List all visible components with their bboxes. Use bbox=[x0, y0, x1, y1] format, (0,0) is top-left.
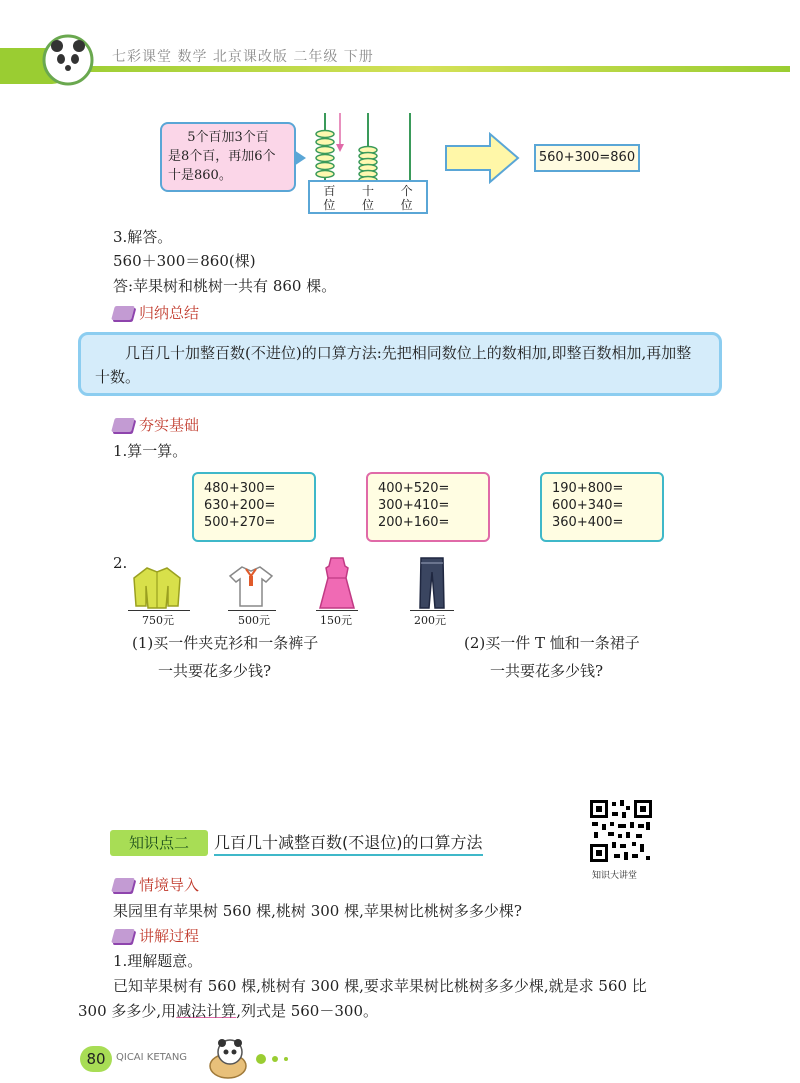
explain-heading bbox=[113, 925, 199, 946]
footer-dot bbox=[284, 1057, 288, 1061]
practice-heading bbox=[113, 414, 199, 435]
calc-item: 400+520= bbox=[378, 481, 450, 496]
book-icon bbox=[111, 929, 135, 943]
step-3-label: 3.解答。 bbox=[113, 228, 173, 246]
calc-item: 300+410= bbox=[378, 498, 450, 513]
footer-dot bbox=[272, 1056, 278, 1062]
calc-item: 190+800= bbox=[552, 481, 624, 496]
pants-icon bbox=[418, 556, 446, 610]
price-line bbox=[228, 610, 276, 611]
qr-caption: 知识大讲堂 bbox=[592, 871, 638, 881]
knowledge-point-tag: 知识点二 bbox=[110, 830, 208, 856]
book-icon bbox=[111, 306, 135, 320]
practice-heading-text: 夯实基础 bbox=[139, 416, 200, 434]
explain-line-2-c: ,列式是 560－300。 bbox=[236, 1002, 378, 1020]
book-icon bbox=[111, 878, 135, 892]
summary-box bbox=[78, 332, 722, 396]
bubble-line-3: 十是860。 bbox=[168, 168, 232, 183]
explain-line-1: 已知苹果树有 560 棵,桃树有 300 棵,要求苹果树比桃树多多少棵,就是求 560 比 bbox=[113, 977, 647, 995]
jacket-icon bbox=[132, 564, 182, 610]
result-box: 560+300=860 bbox=[534, 144, 640, 172]
price-line bbox=[316, 610, 358, 611]
footer-brand: QICAI KETANG bbox=[116, 1052, 188, 1063]
summary-heading-text: 归纳总结 bbox=[139, 304, 200, 322]
answer-text: 答:苹果树和桃树一共有 860 棵。 bbox=[113, 277, 337, 295]
calc-item: 500+270= bbox=[204, 515, 276, 530]
calc-box-3 bbox=[540, 472, 664, 542]
header-stripe bbox=[60, 66, 790, 72]
summary-text: 几百几十加整百数(不进位)的口算方法:先把相同数位上的数相加,即整百数相加,再加整十数。 bbox=[95, 344, 692, 386]
explain-line-2-a: 300 多多少,用 bbox=[78, 1002, 177, 1020]
knowledge-point-title: 几百几十减整百数(不退位)的口算方法 bbox=[214, 832, 483, 856]
explain-heading-text: 讲解过程 bbox=[139, 927, 200, 945]
book-icon bbox=[111, 418, 135, 432]
sub-question-1-line-2: 一共要花多少钱? bbox=[158, 662, 272, 680]
intro-text: 果园里有苹果树 560 棵,桃树 300 棵,苹果树比桃树多多少棵? bbox=[113, 902, 522, 920]
abacus-base bbox=[308, 180, 428, 214]
qr-code-icon[interactable] bbox=[588, 798, 654, 864]
price-line bbox=[128, 610, 190, 611]
calc-item: 360+400= bbox=[552, 515, 624, 530]
header-bar bbox=[0, 40, 800, 80]
intro-heading-text: 情境导入 bbox=[139, 876, 200, 894]
skirt-icon bbox=[318, 556, 356, 612]
price-tshirt: 500元 bbox=[238, 614, 270, 627]
right-arrow-icon bbox=[444, 132, 520, 184]
calc-item: 600+340= bbox=[552, 498, 624, 513]
page-number: 80 bbox=[80, 1046, 112, 1072]
calc-box-1 bbox=[192, 472, 316, 542]
price-line bbox=[410, 610, 454, 611]
price-jacket: 750元 bbox=[142, 614, 174, 627]
price-pants: 200元 bbox=[414, 614, 446, 627]
speech-bubble bbox=[160, 122, 296, 192]
calc-item: 200+160= bbox=[378, 515, 450, 530]
panda-reading-icon bbox=[204, 1036, 254, 1080]
explain-step-1: 1.理解题意。 bbox=[113, 952, 203, 970]
q2-label: 2. bbox=[113, 554, 128, 572]
abacus-illustration bbox=[300, 108, 430, 183]
calc-item: 630+200= bbox=[204, 498, 276, 513]
explain-underlined-term: 减法计算 bbox=[176, 1002, 237, 1020]
summary-heading bbox=[113, 302, 199, 323]
header-title: 七彩课堂 数学 北京课改版 二年级 下册 bbox=[112, 49, 374, 65]
place-tens: 十 位 bbox=[361, 184, 374, 212]
footer-dot bbox=[256, 1054, 266, 1064]
answer-equation: 560＋300＝860(棵) bbox=[113, 252, 256, 270]
bubble-line-1: 5个百加3个百 bbox=[187, 130, 269, 145]
tshirt-icon bbox=[228, 564, 274, 608]
calc-item: 480+300= bbox=[204, 481, 276, 496]
intro-heading bbox=[113, 874, 199, 895]
place-hundreds: 百 位 bbox=[323, 184, 336, 212]
bubble-line-2: 是8个百，再加6个 bbox=[168, 149, 276, 164]
calc-box-2 bbox=[366, 472, 490, 542]
q1-label: 1.算一算。 bbox=[113, 442, 188, 460]
explain-line-2 bbox=[78, 1000, 378, 1022]
sub-question-1-line-1: (1)买一件夹克衫和一条裤子 bbox=[132, 634, 319, 652]
sub-question-2-line-1: (2)买一件 T 恤和一条裙子 bbox=[464, 634, 640, 652]
sub-question-2-line-2: 一共要花多少钱? bbox=[490, 662, 604, 680]
price-skirt: 150元 bbox=[320, 614, 352, 627]
panda-mascot-icon bbox=[40, 32, 96, 88]
place-ones: 个 位 bbox=[400, 184, 413, 212]
